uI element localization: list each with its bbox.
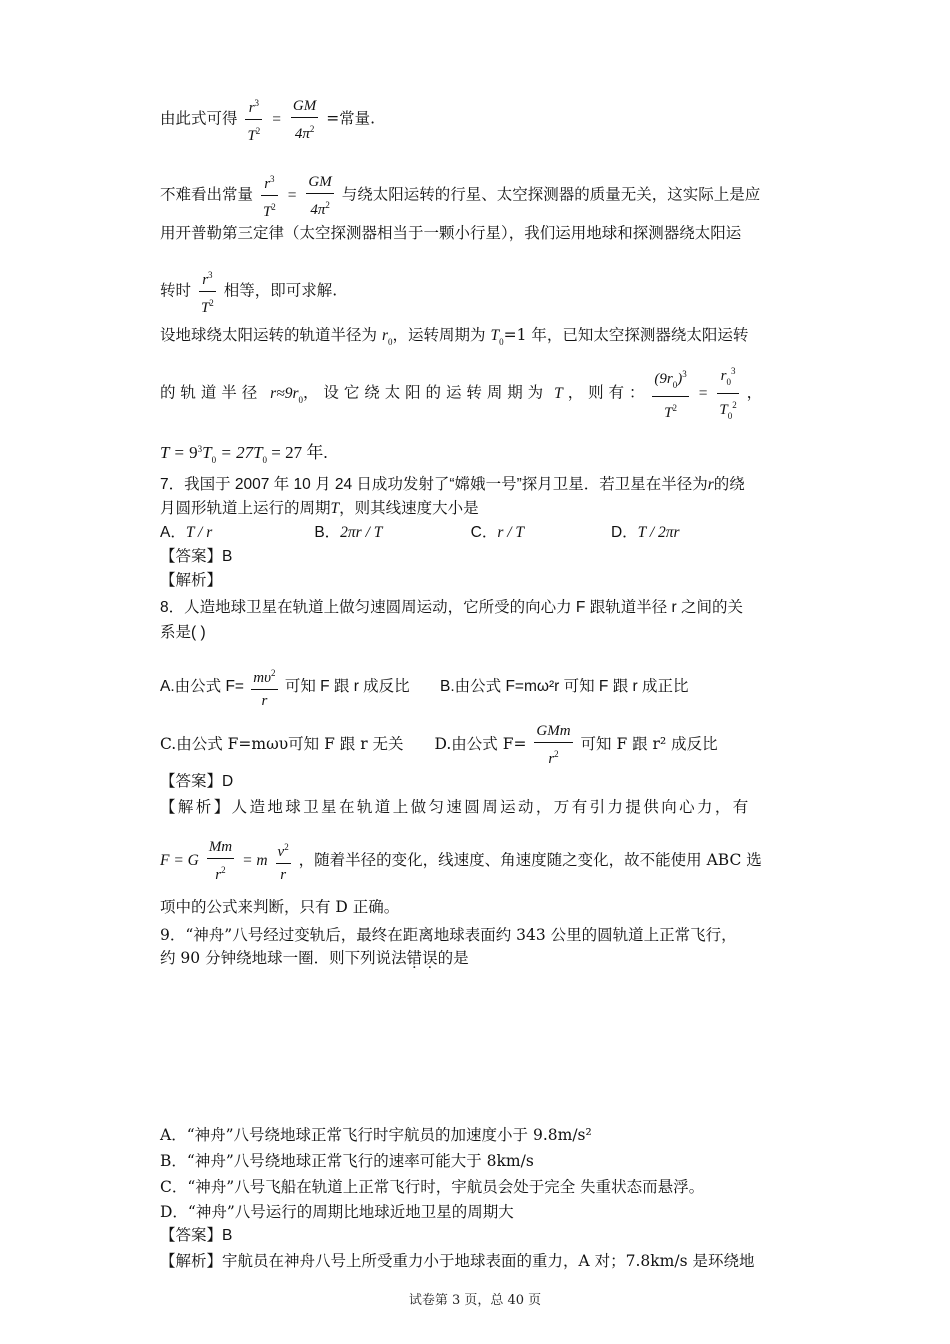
para1-prefix: 由此式可得 — [160, 109, 238, 128]
frac-den: T — [262, 204, 272, 220]
frac-den: T — [247, 128, 256, 144]
sub-zero: 0 — [727, 411, 733, 421]
var-T: T — [490, 327, 500, 344]
q7-line2 — [160, 498, 792, 520]
para2-suffix: 与绕太阳运转的行星、太空探测器的质量无关，这实际上是应 — [341, 185, 761, 204]
q8-line1: 8．人造地球卫星在轨道上做匀速圆周运动，它所受的向心力 F 跟轨道半径 r 之间的关 — [160, 599, 743, 616]
equals-sign: = — [287, 186, 297, 204]
para2-line3-prefix: 转时 — [160, 281, 192, 300]
option-value: 2πr / T — [340, 524, 383, 541]
q8-analysis-line2 — [160, 836, 792, 886]
fraction-9r0-cubed-over-T2 — [652, 363, 688, 424]
frac-exp: 2 — [284, 842, 289, 852]
q9-line2 — [160, 947, 792, 969]
q7-line1 — [160, 474, 792, 496]
para3-text: ， 则 有 ： — [567, 383, 645, 402]
para2-line2: 用开普勒第三定律（太空探测器相当于一颗小行星），我们运用地球和探测器绕太阳运 — [160, 224, 742, 242]
frac-exp: 2 — [255, 126, 261, 136]
frac-den: 4π — [310, 201, 326, 218]
frac-exp: 2 — [672, 403, 678, 413]
q8-options-cd — [160, 720, 792, 770]
q9-option-a: A．“神舟”八号绕地球正常飞行时宇航员的加速度小于 9.8m/s² — [160, 1126, 592, 1144]
q7-options — [160, 522, 792, 544]
q7-text: 的绕 — [713, 476, 745, 493]
q7-text: ，则其线速度大小是 — [339, 500, 479, 517]
equals-sign: = — [173, 443, 185, 462]
para3-text: =1 年，已知太空探测器绕太阳运转 — [503, 326, 749, 344]
para2-prefix: 不难看出常量 — [160, 185, 254, 204]
page-footer: 试卷第 3 页，总 40 页 — [408, 1293, 542, 1308]
sub-zero: 0 — [388, 337, 393, 347]
q9-line1: 9．“神舟”八号经过变轨后，最终在距离地球表面约 343 公里的圆轨道上正常飞行， — [160, 926, 737, 944]
frac-num: r — [264, 176, 271, 192]
sub-zero: 0 — [672, 380, 678, 390]
equals-sign: = — [698, 384, 708, 402]
fraction-v2-over-r — [276, 836, 291, 886]
q8-analysis-text: ，随着半径的变化，线速度、角速度随之变化，故不能使用 ABC 选 — [298, 851, 762, 869]
q8-analysis-line1: 【解析】人造地球卫星在轨道上做匀速圆周运动，万有引力提供向心力，有 — [160, 799, 751, 816]
frac-num: GM — [306, 171, 333, 194]
frac-num: v — [277, 844, 285, 860]
para3-text: 设地球绕太阳运转的轨道半径为 — [160, 326, 378, 344]
q8-answer: 【答案】D — [160, 773, 234, 790]
q9-option-d: D．“神舟”八号运行的周期比地球近地卫星的周期大 — [160, 1203, 514, 1221]
frac-num: r — [720, 368, 727, 384]
q7-text: 月圆形轨道上运行的周期 — [160, 500, 331, 517]
frac-num-close: ) — [677, 371, 683, 387]
para3-text: ， 设 它 绕 太 阳 的 运 转 周 期 为 — [302, 383, 544, 402]
equals-sign: = — [272, 110, 281, 128]
frac-exp: 3 — [254, 98, 260, 108]
option-label: C． — [470, 524, 498, 541]
q8-option-b: B.由公式 F=mω²r 可知 F 跟 r 成正比 — [440, 678, 689, 696]
fraction-r3-T2 — [245, 92, 262, 147]
q8-option-a-pre: A.由公式 F= — [160, 678, 244, 696]
frac-num: r — [202, 272, 209, 288]
option-value: T / r — [185, 524, 213, 541]
frac-den: T — [719, 402, 728, 418]
para1-line — [160, 92, 792, 147]
option-label: A． — [160, 524, 186, 541]
q7-option-d — [611, 522, 680, 544]
var-T: T — [554, 384, 563, 402]
emphasis-char: 误 — [422, 949, 438, 967]
sub-zero: 0 — [262, 455, 268, 465]
para3-text: 的 轨 道 半 径 — [160, 383, 258, 402]
frac-num: mυ — [253, 670, 272, 686]
result-end: = 27 年. — [271, 443, 328, 462]
fraction-Mm-over-r2 — [207, 836, 234, 886]
var-r: r — [707, 476, 714, 493]
q9-text: 约 90 分钟绕地球一圈．则下列说法 — [160, 949, 407, 967]
q7-text: 7．我国于 2007 年 10 月 24 日成功发射了“嫦娥一号”探月卫星．若卫星在半径为 — [160, 476, 708, 493]
para2-line1 — [160, 168, 792, 223]
frac-exp: 2 — [554, 749, 559, 759]
frac-num: (9r — [654, 371, 673, 387]
q7-answer: 【答案】B — [160, 548, 233, 565]
option-value: T / 2πr — [637, 524, 680, 541]
sub-zero: 0 — [211, 455, 217, 465]
frac-exp: 3 — [208, 270, 213, 280]
para3-line2 — [160, 360, 792, 427]
frac-exp: 2 — [325, 199, 330, 210]
frac-exp: 3 — [730, 366, 736, 376]
fraction-GM-4pi2 — [291, 95, 318, 145]
q9-option-b: B．“神舟”八号绕地球正常飞行的速率可能大于 8km/s — [160, 1152, 534, 1170]
var-T: T — [160, 443, 170, 462]
frac-den: r — [548, 751, 555, 767]
para3-text: ，运转周期为 — [392, 326, 486, 344]
fraction-mv2-over-r — [251, 662, 277, 712]
frac-exp: 3 — [682, 369, 687, 379]
para3-comma: ， — [746, 383, 763, 402]
para3-result — [160, 438, 792, 471]
frac-den: T — [664, 405, 673, 421]
emphasis-char: 错 — [406, 949, 423, 967]
frac-num: r — [248, 100, 255, 116]
q8-option-c: C.由公式 F=mωυ可知 F 跟 r 无关 — [160, 735, 404, 753]
sub-zero: 0 — [726, 377, 731, 387]
frac-exp: 2 — [271, 668, 276, 678]
var-r-approx: r≈9r — [270, 384, 299, 402]
option-label: B． — [314, 524, 341, 541]
para2-line3-suffix: 相等，即可求解. — [223, 281, 338, 300]
result-root: 9 — [189, 443, 198, 462]
q8-option-d-pre: D.由公式 F= — [434, 735, 527, 753]
frac-den: r — [261, 693, 268, 709]
q9-text: 的是 — [437, 949, 469, 967]
option-value: r / T — [497, 524, 525, 541]
result-mid: = 27T — [220, 443, 263, 462]
var-T: T — [330, 500, 340, 517]
frac-den: r — [215, 867, 222, 883]
q8-options-ab — [160, 662, 792, 712]
sub-zero: 0 — [499, 337, 504, 347]
var-T: T — [202, 443, 212, 462]
q9-option-c: C．“神舟”八号飞船在轨道上正常飞行时，宇航员会处于完全 失重状态而悬浮。 — [160, 1178, 705, 1196]
q8-analysis-line3: 项中的公式来判断，只有 D 正确。 — [160, 898, 400, 916]
para1-suffix: =常量. — [326, 109, 376, 128]
frac-den: 4π — [294, 125, 310, 142]
sub-zero: 0 — [298, 394, 303, 405]
q7-analysis: 【解析】 — [160, 572, 223, 589]
q7-option-b — [314, 522, 466, 544]
q8-line2: 系是( ) — [160, 624, 206, 641]
fraction-r3-T2 — [199, 264, 216, 319]
q9-analysis: 【解析】宇航员在神舟八号上所受重力小于地球表面的重力，A 对；7.8km/s 是环绕地 — [160, 1252, 755, 1270]
frac-den: r — [280, 867, 287, 883]
frac-exp: 2 — [221, 865, 226, 875]
frac-exp: 2 — [271, 202, 276, 212]
frac-exp: 2 — [209, 298, 214, 308]
fraction-r0-cubed-over-T0-squared — [717, 360, 738, 427]
eq-F-G: F = G — [160, 852, 199, 869]
frac-num: GMm — [534, 720, 572, 743]
frac-den: T — [200, 300, 210, 316]
frac-num: GM — [291, 95, 318, 118]
frac-num: Mm — [207, 836, 234, 859]
q8-option-d-post: 可知 F 跟 r² 成反比 — [580, 735, 718, 753]
result-exp: 3 — [197, 444, 203, 454]
frac-exp: 2 — [309, 123, 315, 134]
q9-answer: 【答案】B — [160, 1227, 233, 1244]
fraction-GMm-over-r2 — [534, 720, 572, 770]
q8-option-a-post: 可知 F 跟 r 成反比 — [284, 678, 410, 696]
var-r: r — [381, 327, 388, 344]
fraction-GM-4pi2 — [306, 171, 333, 221]
fraction-r3-T2 — [261, 168, 278, 223]
frac-exp: 3 — [270, 174, 275, 184]
option-label: D． — [610, 524, 638, 541]
eq-m: = m — [242, 852, 268, 869]
para3-line1 — [160, 324, 792, 353]
q7-option-a — [160, 522, 310, 544]
frac-exp: 2 — [732, 400, 737, 410]
para2-line3 — [160, 264, 792, 319]
q7-option-c — [471, 522, 607, 544]
